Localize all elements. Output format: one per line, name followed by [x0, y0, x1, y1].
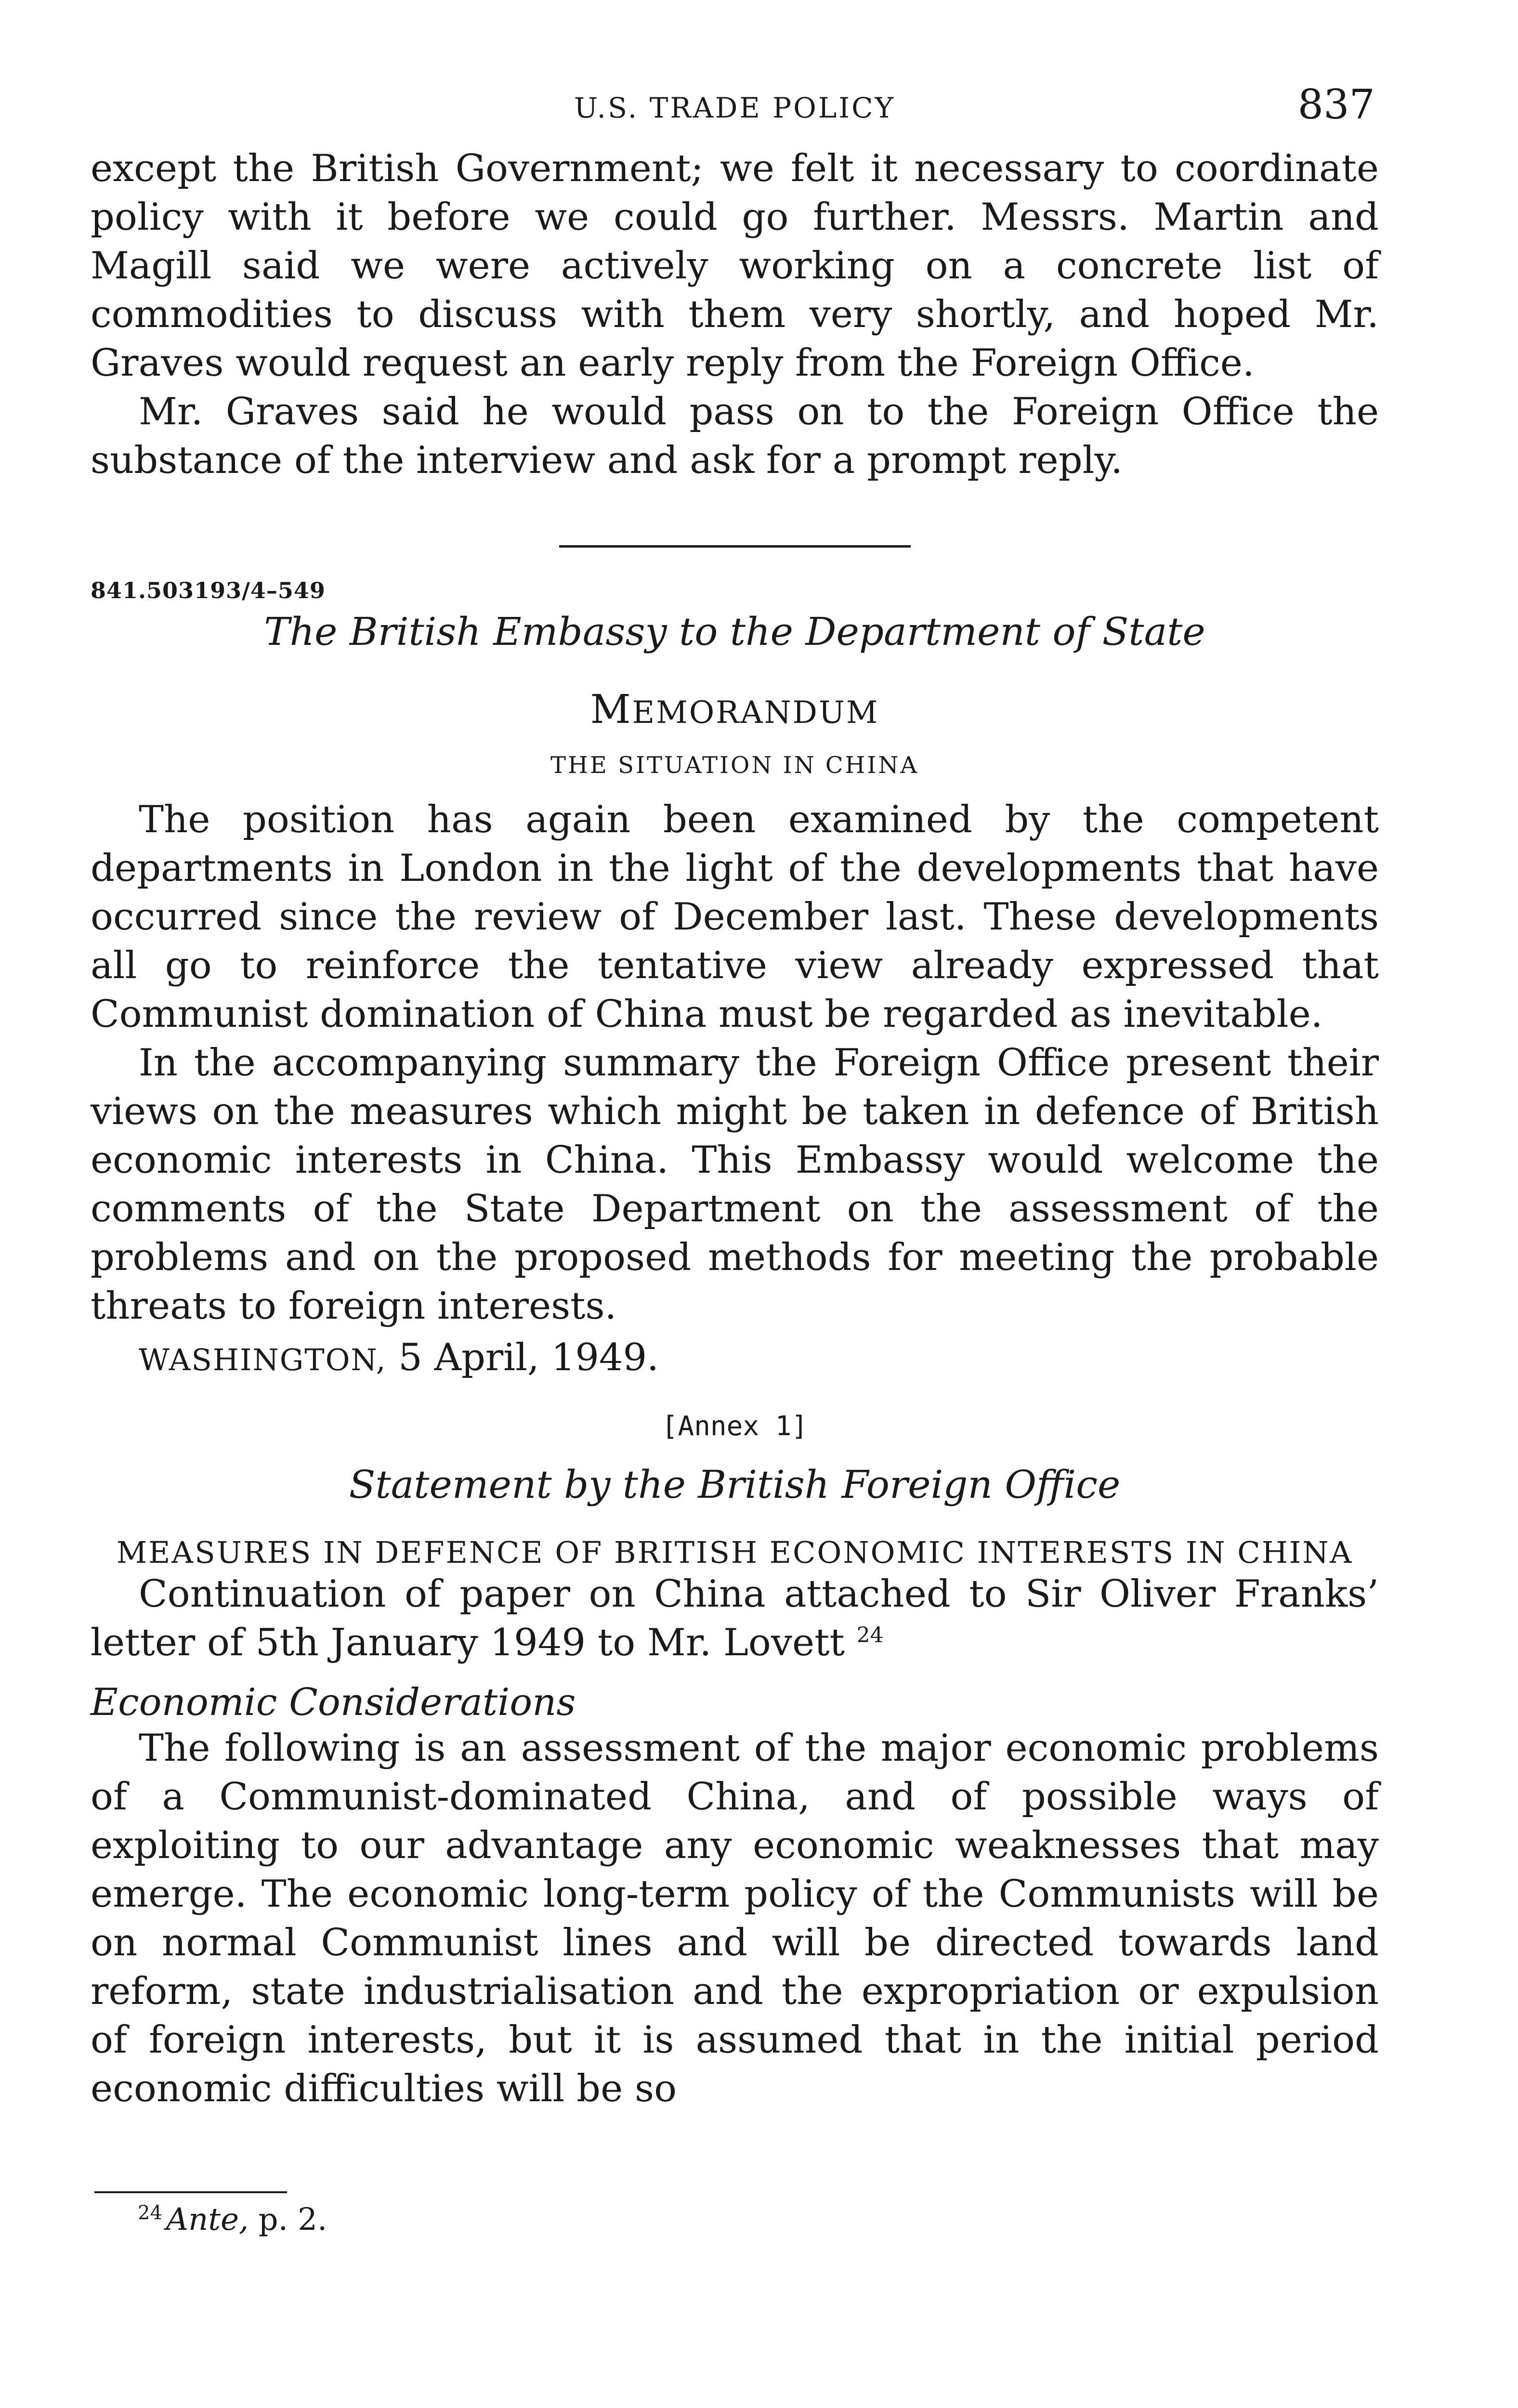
signature-date: 5 April, 1949. — [398, 1336, 659, 1379]
memorandum-initial: M — [590, 687, 632, 733]
footnote-mark: 24 — [138, 2201, 162, 2224]
file-number: 841.503193/4–549 — [91, 577, 326, 603]
footnote-reference: 24 — [856, 1623, 884, 1648]
memorandum-rest: EMORANDUM — [632, 695, 879, 731]
running-title: U.S. TRADE POLICY — [574, 92, 895, 124]
footnote-divider — [94, 2191, 287, 2193]
footnote-page: p. 2. — [258, 2202, 327, 2238]
statement-title: Statement by the British Foreign Office — [349, 1462, 1121, 1507]
measures-heading: MEASURES IN DEFENCE OF BRITISH ECONOMIC INTERESTS IN CHINA — [116, 1535, 1353, 1570]
page-number: 837 — [1297, 81, 1375, 128]
situation-heading: THE SITUATION IN CHINA — [550, 752, 919, 779]
signature-place: WASHINGTON, — [139, 1342, 387, 1377]
economic-considerations-heading: Economic Considerations — [91, 1681, 576, 1724]
paragraph-graves-reply: Mr. Graves said he would pass on to the Foreign Office the substance of the interview and ask for a prompt reply. — [91, 390, 1379, 482]
paragraph-continuation-note — [91, 1570, 1379, 1667]
footnote-ref: Ante, — [166, 2202, 249, 2238]
document-page — [91, 72, 1379, 2238]
signature-line — [91, 1334, 1379, 1384]
memorandum-heading — [91, 687, 1379, 733]
running-head — [91, 72, 1379, 144]
continuation-text: Continuation of paper on China attached to Sir Oliver Franks’ letter of 5th January 1949 to Mr. Lovett — [91, 1572, 1379, 1664]
footnote — [138, 2202, 1379, 2238]
document-title: The British Embassy to the Department of State — [264, 609, 1205, 654]
paragraph-economic: The following is an assessment of the major economic problems of a Communist-dominated China, and of possible ways of exploiting to our advantage any economic weaknesses that may emerge. The economic long-term policy of the Communists will be on normal Communist lines and will be directed towards land reform, state industrialisation and the expropriation or expulsion of foreign interests, but it is assumed that in the initial period economic difficulties will be so — [91, 1727, 1379, 2110]
section-divider — [559, 545, 911, 548]
annex-label: [Annex 1] — [661, 1411, 808, 1442]
paragraph-position: The position has again been examined by the competent departments in London in the light of the developments that have occurred since the review of December last. These developments all go to reinforce the tentative view already expressed that Communist domination of China must be regarded as inevitable. — [91, 798, 1379, 1036]
paragraph-summary: In the accompanying summary the Foreign Office present their views on the measures which might be taken in defence of British economic interests in China. This Embassy would welcome the comments of the State Department on the assessment of the problems and on the proposed methods for meeting the probable threats to foreign interests. — [91, 1041, 1379, 1328]
paragraph-continuation: except the British Government; we felt it necessary to coordinate policy with it before we could go further. Messrs. Martin and Magill said we were actively working on a concrete list of commodities to discuss with them very shortly, and hoped Mr. Graves would request an early reply from the Foreign Office. — [91, 147, 1379, 385]
